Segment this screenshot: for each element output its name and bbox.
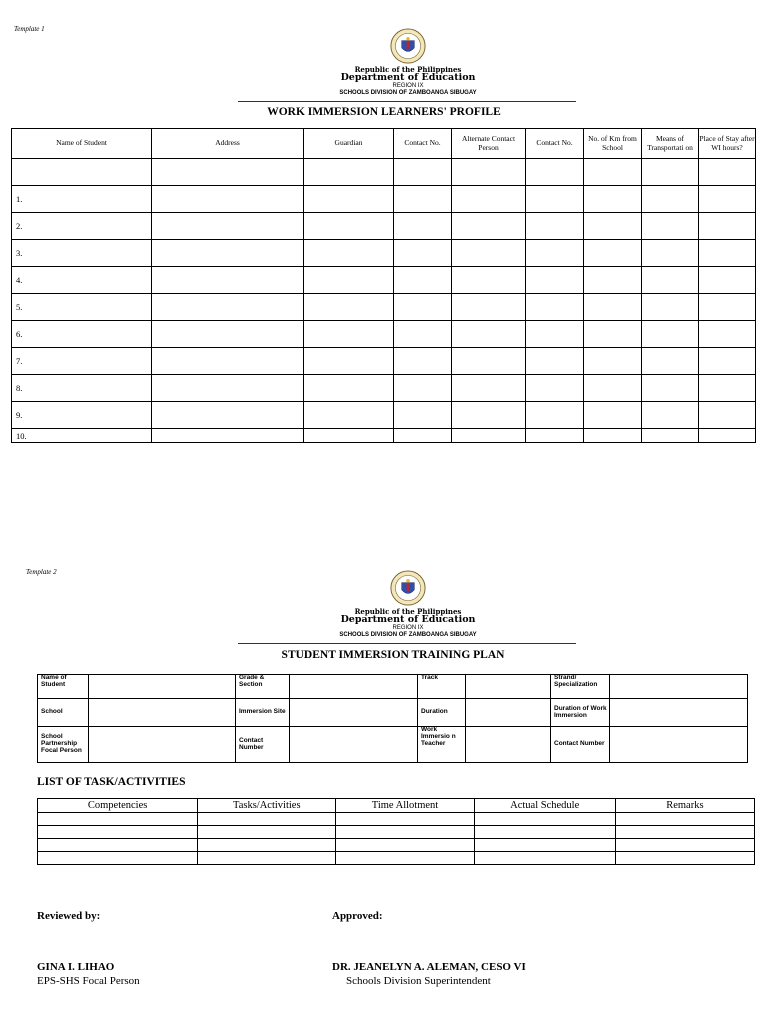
reviewer-name: GINA I. LIHAO: [37, 961, 115, 973]
learner-cell[interactable]: [699, 267, 756, 294]
task-row: [38, 813, 755, 826]
info-label: Duration: [418, 699, 466, 727]
learner-cell[interactable]: [452, 186, 526, 213]
learner-cell[interactable]: [394, 240, 452, 267]
learner-cell[interactable]: [394, 213, 452, 240]
learner-cell[interactable]: [699, 213, 756, 240]
learner-cell[interactable]: [152, 321, 304, 348]
learner-cell[interactable]: [584, 213, 642, 240]
info-value-cell[interactable]: [466, 699, 551, 727]
task-column-header: Tasks/Activities: [198, 799, 336, 813]
learner-cell[interactable]: [152, 267, 304, 294]
learner-cell[interactable]: [394, 159, 452, 186]
learner-row-number[interactable]: [12, 159, 152, 186]
learner-cell[interactable]: [452, 240, 526, 267]
learner-row-number[interactable]: 2.: [12, 213, 152, 240]
learner-cell[interactable]: [526, 159, 584, 186]
division-text: SCHOOLS DIVISION OF ZAMBOANGA SIBUGAY: [339, 631, 477, 638]
info-label: Name of Student: [38, 675, 89, 699]
info-value-cell[interactable]: [610, 699, 748, 727]
learner-cell[interactable]: [452, 429, 526, 443]
learner-cell[interactable]: [584, 348, 642, 375]
learner-cell[interactable]: [584, 402, 642, 429]
learner-cell[interactable]: [699, 240, 756, 267]
learner-cell[interactable]: [584, 429, 642, 443]
learner-cell[interactable]: [526, 213, 584, 240]
task-activities-table: [37, 798, 755, 865]
region-text: REGION IX: [392, 83, 424, 90]
task-cell[interactable]: [474, 826, 615, 839]
learner-cell[interactable]: [394, 294, 452, 321]
learner-cell[interactable]: [642, 402, 699, 429]
learner-cell[interactable]: [152, 213, 304, 240]
learner-cell[interactable]: [526, 294, 584, 321]
approved-label: Approved:: [332, 910, 383, 922]
task-cell[interactable]: [615, 852, 754, 865]
learner-cell[interactable]: [394, 429, 452, 443]
learner-row: [12, 348, 756, 375]
task-cell[interactable]: [198, 852, 336, 865]
learner-row: [12, 159, 756, 186]
learner-row-number[interactable]: 7.: [12, 348, 152, 375]
reviewed-by-label: Reviewed by:: [37, 910, 101, 922]
task-list-heading: LIST OF TASK/ACTIVITIES: [37, 776, 186, 788]
task-cell[interactable]: [615, 813, 754, 826]
info-label: Track: [418, 675, 466, 699]
task-column-header: Remarks: [615, 799, 754, 813]
info-value-cell[interactable]: [610, 727, 748, 763]
learner-row: [12, 294, 756, 321]
learner-cell[interactable]: [584, 321, 642, 348]
learner-row-number[interactable]: 3.: [12, 240, 152, 267]
task-column-header: Time Allotment: [336, 799, 474, 813]
learner-row-number[interactable]: 5.: [12, 294, 152, 321]
info-row: [38, 675, 748, 699]
learner-row-number[interactable]: 4.: [12, 267, 152, 294]
learner-cell[interactable]: [452, 348, 526, 375]
task-cell[interactable]: [38, 839, 198, 852]
learner-cell[interactable]: [642, 348, 699, 375]
learner-cell[interactable]: [152, 402, 304, 429]
learner-row: [12, 429, 756, 443]
learner-cell[interactable]: [526, 375, 584, 402]
info-row: [38, 727, 748, 763]
learner-cell[interactable]: [152, 429, 304, 443]
learner-cell[interactable]: [699, 375, 756, 402]
template-2-label: Template 2: [26, 568, 57, 576]
learner-cell[interactable]: [452, 213, 526, 240]
task-cell[interactable]: [198, 813, 336, 826]
task-cell[interactable]: [198, 839, 336, 852]
learner-cell[interactable]: [394, 186, 452, 213]
column-header: Alternate Contact Person: [452, 129, 526, 159]
learner-row: [12, 240, 756, 267]
learner-cell[interactable]: [394, 321, 452, 348]
learner-cell[interactable]: [304, 159, 394, 186]
column-header: Guardian: [304, 129, 394, 159]
learner-cell[interactable]: [304, 267, 394, 294]
column-header: Place of Stay after WI hours?: [699, 129, 756, 159]
template-1-label: Template 1: [14, 25, 45, 33]
task-column-header: Actual Schedule: [474, 799, 615, 813]
learner-cell[interactable]: [394, 402, 452, 429]
table-header-row: [12, 129, 756, 159]
learner-cell[interactable]: [452, 375, 526, 402]
learner-row: [12, 267, 756, 294]
learner-row: [12, 213, 756, 240]
info-value-cell[interactable]: [290, 699, 418, 727]
template-2-header: [283, 570, 533, 638]
learner-cell[interactable]: [526, 240, 584, 267]
approver-name: DR. JEANELYN A. ALEMAN, CESO VI: [332, 961, 526, 973]
template-1-title: WORK IMMERSION LEARNERS' PROFILE: [267, 106, 501, 118]
learner-cell[interactable]: [642, 375, 699, 402]
learner-cell[interactable]: [699, 402, 756, 429]
header-divider: [238, 101, 576, 102]
learner-cell[interactable]: [699, 294, 756, 321]
info-value-cell[interactable]: [290, 727, 418, 763]
learner-cell[interactable]: [642, 294, 699, 321]
column-header: Contact No.: [526, 129, 584, 159]
task-cell[interactable]: [336, 826, 474, 839]
learner-cell[interactable]: [304, 213, 394, 240]
deped-seal-icon: [390, 570, 426, 606]
learner-row-number[interactable]: 8.: [12, 375, 152, 402]
learner-cell[interactable]: [304, 348, 394, 375]
task-cell[interactable]: [38, 852, 198, 865]
task-row: [38, 826, 755, 839]
department-text: Department of Education: [340, 614, 476, 626]
region-text: REGION IX: [392, 625, 424, 632]
learner-cell[interactable]: [642, 159, 699, 186]
info-value-cell[interactable]: [89, 699, 236, 727]
learner-cell[interactable]: [699, 348, 756, 375]
republic-text: Republic of the Philippines: [354, 65, 462, 74]
learner-cell[interactable]: [152, 348, 304, 375]
learner-cell[interactable]: [584, 186, 642, 213]
learner-cell[interactable]: [394, 348, 452, 375]
learner-cell[interactable]: [526, 348, 584, 375]
deped-seal-icon: [390, 28, 426, 64]
task-cell[interactable]: [615, 839, 754, 852]
column-header: Contact No.: [394, 129, 452, 159]
department-text: Department of Education: [340, 72, 476, 84]
info-value-cell[interactable]: [466, 675, 551, 699]
learner-cell[interactable]: [152, 294, 304, 321]
learner-cell[interactable]: [699, 429, 756, 443]
info-label: School Partnership Focal Person: [38, 727, 89, 763]
learner-cell[interactable]: [526, 186, 584, 213]
learner-cell[interactable]: [304, 429, 394, 443]
learner-cell[interactable]: [584, 240, 642, 267]
task-cell[interactable]: [474, 852, 615, 865]
learner-cell[interactable]: [584, 267, 642, 294]
learner-cell[interactable]: [642, 321, 699, 348]
info-label: Work Immersio n Teacher: [418, 727, 466, 763]
task-cell[interactable]: [615, 826, 754, 839]
info-value-cell[interactable]: [89, 675, 236, 699]
learner-cell[interactable]: [152, 375, 304, 402]
learner-cell[interactable]: [452, 267, 526, 294]
info-label: Strand/ Specialization: [551, 675, 610, 699]
info-label: Duration of Work Immersion: [551, 699, 610, 727]
learner-cell[interactable]: [304, 294, 394, 321]
learner-cell[interactable]: [304, 186, 394, 213]
task-cell[interactable]: [336, 839, 474, 852]
task-column-header: Competencies: [38, 799, 198, 813]
learner-cell[interactable]: [642, 240, 699, 267]
learner-row-number[interactable]: 1.: [12, 186, 152, 213]
column-header: Name of Student: [12, 129, 152, 159]
reviewer-role: EPS-SHS Focal Person: [37, 975, 140, 987]
learner-cell[interactable]: [584, 294, 642, 321]
learner-row-number[interactable]: 9.: [12, 402, 152, 429]
column-header: Address: [152, 129, 304, 159]
learner-row: [12, 375, 756, 402]
student-info-table: [37, 674, 748, 763]
info-label: Grade & Section: [236, 675, 290, 699]
info-value-cell[interactable]: [610, 675, 748, 699]
learner-cell[interactable]: [394, 267, 452, 294]
learner-row: [12, 402, 756, 429]
learner-cell[interactable]: [642, 213, 699, 240]
task-cell[interactable]: [474, 813, 615, 826]
learner-cell[interactable]: [452, 159, 526, 186]
learners-profile-table: [11, 128, 756, 443]
republic-text: Republic of the Philippines: [354, 607, 462, 616]
task-cell[interactable]: [336, 852, 474, 865]
learner-cell[interactable]: [526, 402, 584, 429]
learner-cell[interactable]: [452, 402, 526, 429]
learner-cell[interactable]: [642, 429, 699, 443]
learner-row: [12, 186, 756, 213]
info-value-cell[interactable]: [466, 727, 551, 763]
learner-cell[interactable]: [394, 375, 452, 402]
task-cell[interactable]: [38, 826, 198, 839]
task-row: [38, 852, 755, 865]
header-divider: [238, 643, 576, 644]
learner-row-number[interactable]: 10.: [12, 429, 152, 443]
learner-row-number[interactable]: 6.: [12, 321, 152, 348]
learner-cell[interactable]: [699, 159, 756, 186]
learner-cell[interactable]: [642, 267, 699, 294]
learner-cell[interactable]: [526, 321, 584, 348]
learner-cell[interactable]: [304, 321, 394, 348]
learner-cell[interactable]: [452, 321, 526, 348]
approver-role: Schools Division Superintendent: [346, 975, 491, 987]
learner-row: [12, 321, 756, 348]
info-value-cell[interactable]: [290, 675, 418, 699]
learner-cell[interactable]: [304, 375, 394, 402]
learner-cell[interactable]: [584, 159, 642, 186]
learner-cell[interactable]: [152, 186, 304, 213]
learner-cell[interactable]: [452, 294, 526, 321]
info-value-cell[interactable]: [89, 727, 236, 763]
learner-cell[interactable]: [152, 159, 304, 186]
task-cell[interactable]: [198, 826, 336, 839]
task-cell[interactable]: [38, 813, 198, 826]
learner-cell[interactable]: [152, 240, 304, 267]
info-label: School: [38, 699, 89, 727]
info-row: [38, 699, 748, 727]
template-1-header: [283, 28, 533, 96]
division-text: SCHOOLS DIVISION OF ZAMBOANGA SIBUGAY: [339, 89, 477, 96]
learner-cell[interactable]: [642, 186, 699, 213]
learner-cell[interactable]: [699, 186, 756, 213]
template-2-title: STUDENT IMMERSION TRAINING PLAN: [281, 649, 505, 661]
column-header: No. of Km from School: [584, 129, 642, 159]
learner-cell[interactable]: [304, 240, 394, 267]
learner-cell[interactable]: [304, 402, 394, 429]
task-cell[interactable]: [474, 839, 615, 852]
learner-cell[interactable]: [699, 321, 756, 348]
task-header-row: [38, 799, 755, 813]
info-label: Contact Number: [236, 727, 290, 763]
column-header: Means of Transportati on: [642, 129, 699, 159]
task-row: [38, 839, 755, 852]
info-label: Contact Number: [551, 727, 610, 763]
info-label: Immersion Site: [236, 699, 290, 727]
learner-cell[interactable]: [526, 429, 584, 443]
learner-cell[interactable]: [526, 267, 584, 294]
task-cell[interactable]: [336, 813, 474, 826]
learner-cell[interactable]: [584, 375, 642, 402]
